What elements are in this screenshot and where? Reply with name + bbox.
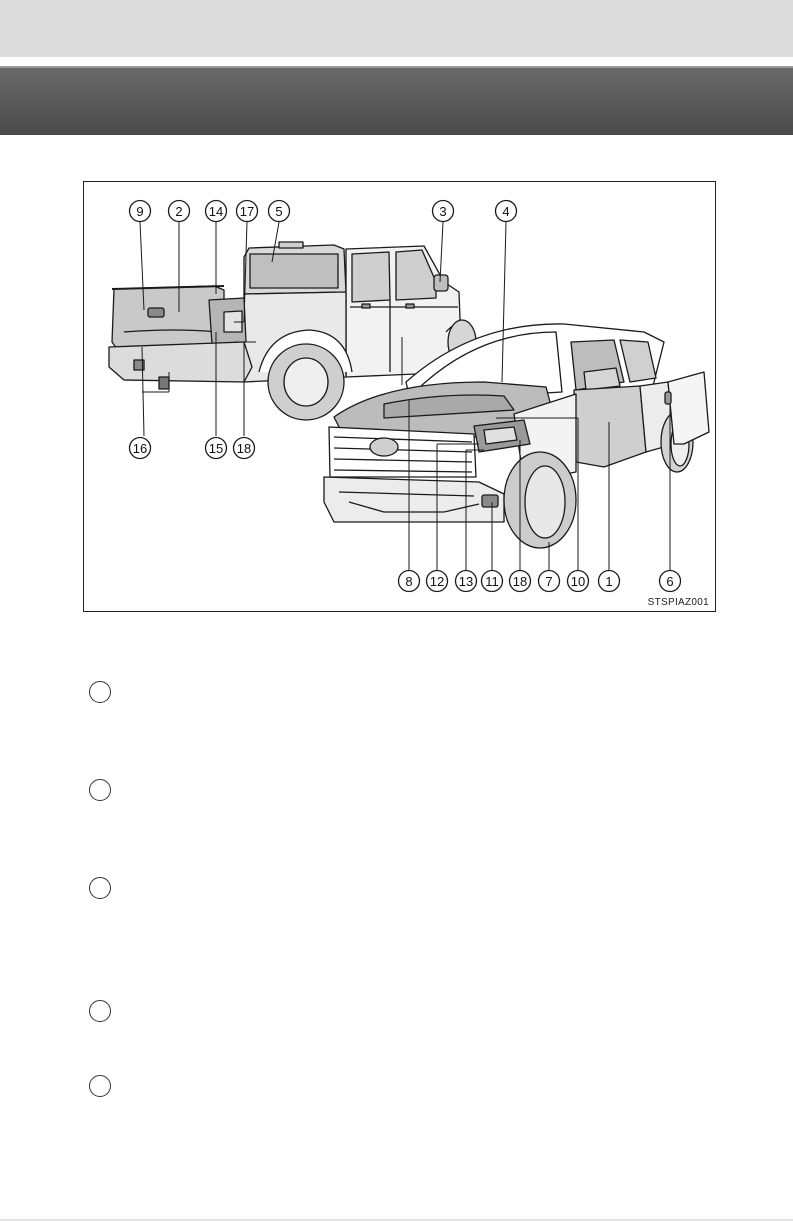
list-bullet-3 xyxy=(89,877,111,899)
callout-left-1: 16 xyxy=(132,441,148,456)
figure-code: STSPIAZ001 xyxy=(647,597,709,608)
callout-top-1: 9 xyxy=(136,204,144,219)
callout-top-6: 3 xyxy=(439,204,447,219)
list-bullet-4 xyxy=(89,1000,111,1022)
callout-top-7: 4 xyxy=(502,204,510,219)
callout-top-3: 14 xyxy=(208,204,224,219)
header-band xyxy=(0,0,793,57)
header-divider xyxy=(0,57,793,60)
truck-illustration xyxy=(84,182,717,613)
callout-right-4: 11 xyxy=(485,574,499,589)
callout-right-9: 6 xyxy=(666,574,674,589)
callout-top-4: 17 xyxy=(239,204,255,219)
callout-right-1: 8 xyxy=(405,574,413,589)
list-bullet-5 xyxy=(89,1075,111,1097)
callout-right-8: 1 xyxy=(605,574,613,589)
callout-left-2: 15 xyxy=(208,441,224,456)
callout-top-5: 5 xyxy=(275,204,283,219)
callout-right-5: 18 xyxy=(512,574,528,589)
callout-right-3: 13 xyxy=(458,574,474,589)
section-title-bar xyxy=(0,66,793,135)
callout-right-2: 12 xyxy=(429,574,445,589)
callout-left-3: 18 xyxy=(236,441,252,456)
callout-right-6: 7 xyxy=(545,574,553,589)
vehicle-exterior-figure xyxy=(83,181,716,612)
list-bullet-1 xyxy=(89,681,111,703)
list-bullet-2 xyxy=(89,779,111,801)
callout-right-7: 10 xyxy=(570,574,586,589)
callout-top-2: 2 xyxy=(175,204,183,219)
